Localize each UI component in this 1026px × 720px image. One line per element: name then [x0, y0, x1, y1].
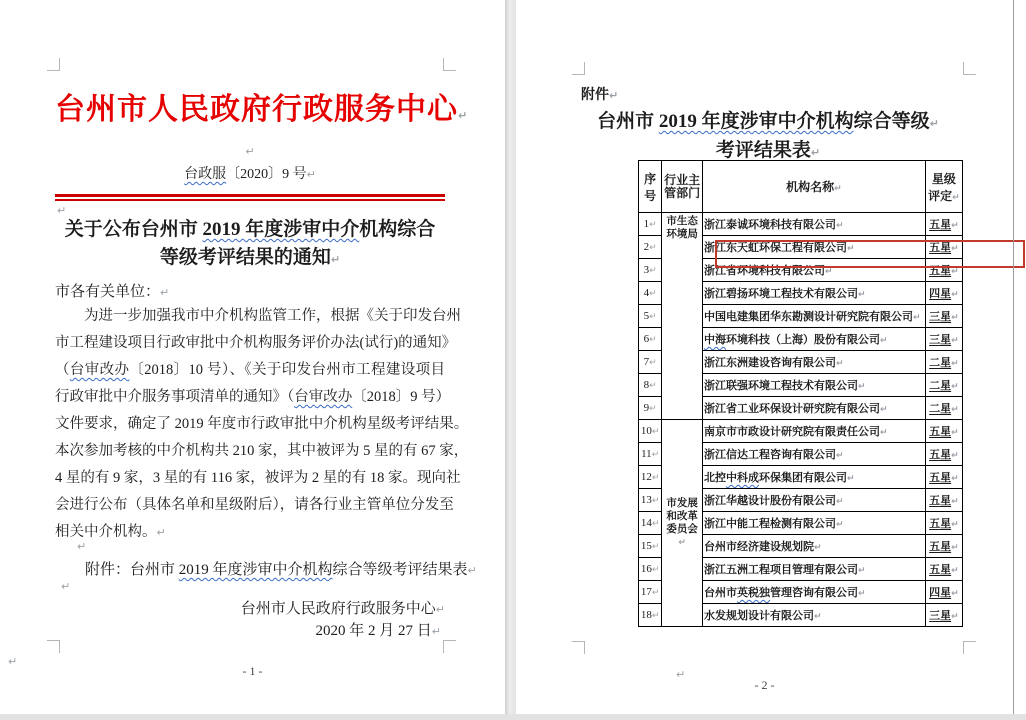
- body-line: 市工程建设项目行政审批中介机构服务评价办法(试行)的通知》: [55, 335, 457, 351]
- paragraph-mark: ↵: [836, 359, 844, 369]
- red-divider-rule: [55, 194, 445, 201]
- org-name: 浙江联强环境工程技术有限公司↵: [703, 374, 926, 397]
- body-line: 相关中介机构。↵: [55, 524, 166, 540]
- org-name: 中国电建集团华东勘测设计研究院有限公司↵: [703, 305, 926, 328]
- paragraph-mark: ↵: [858, 566, 866, 576]
- paragraph-mark: ↵: [951, 267, 959, 277]
- paragraph-mark: ↵: [951, 336, 959, 346]
- star-rating: 三星↵: [925, 305, 962, 328]
- body-line: 本次参加考核的中介机构共 210 家，其中被评为 5 星的有 67 家，: [55, 443, 469, 459]
- paragraph-mark: ↵: [952, 192, 960, 203]
- star-rating: 五星↵: [925, 512, 962, 535]
- issue-date: 2020 年 2 月 27 日↵: [315, 623, 441, 639]
- page-number-1: - 1 -: [242, 664, 263, 678]
- paragraph-mark: ↵: [245, 145, 255, 158]
- paragraph-mark: ↵: [880, 405, 888, 415]
- header-org: 机构名称↵: [703, 161, 926, 213]
- paragraph-mark: ↵: [810, 146, 821, 159]
- row-number: 15↵: [639, 535, 662, 558]
- org-name: 浙江中能工程检测有限公司↵: [703, 512, 926, 535]
- paragraph-mark: ↵: [651, 450, 660, 460]
- highlight-box-row2: [715, 240, 1025, 268]
- crop-mark: [963, 641, 976, 654]
- paragraph-mark: ↵: [156, 526, 166, 539]
- paragraph-mark: ↵: [649, 220, 657, 230]
- star-rating: 四星↵: [925, 282, 962, 305]
- background-strip: [0, 714, 1026, 720]
- paragraph-mark: ↵: [57, 204, 67, 217]
- paragraph-mark: ↵: [836, 451, 844, 461]
- row-number: 8↵: [639, 374, 662, 397]
- window-edge-line: [1013, 0, 1014, 720]
- notice-title-line2: 等级考评结果的通知↵: [159, 247, 341, 268]
- header-rating: 星级评定↵: [925, 161, 962, 213]
- paragraph-mark: ↵: [951, 589, 959, 599]
- attachment-reference: 附件：台州市 2019 年度涉审中介机构综合等级考评结果表↵: [85, 562, 477, 578]
- paragraph-mark: ↵: [77, 540, 87, 553]
- document-page-1: [0, 0, 505, 715]
- org-name: 浙江泰诚环境科技有限公司↵: [703, 213, 926, 236]
- star-rating: 五星↵: [925, 259, 962, 282]
- table-row: [639, 213, 963, 236]
- table-row: [639, 420, 963, 443]
- crop-mark: [963, 62, 976, 75]
- org-name: 南京市市政设计研究院有限责任公司↵: [703, 420, 926, 443]
- star-rating: 五星↵: [925, 558, 962, 581]
- paragraph-mark: ↵: [651, 427, 660, 437]
- org-name: 台州市经济建设规划院↵: [703, 535, 926, 558]
- notice-title: [55, 216, 445, 274]
- crop-mark: [47, 640, 60, 653]
- star-rating: 三星↵: [925, 604, 962, 627]
- paragraph-mark: ↵: [951, 313, 959, 323]
- paragraph-mark: ↵: [649, 404, 657, 414]
- paragraph-mark: ↵: [649, 335, 657, 345]
- row-number: 18↵: [639, 604, 662, 627]
- body-line: 行政审批中介服务事项清单的通知》（台审改办〔2018〕9 号）: [55, 389, 451, 405]
- star-rating: 四星↵: [925, 581, 962, 604]
- page-number-2: - 2 -: [754, 678, 775, 692]
- salutation: 市各有关单位：↵: [55, 284, 170, 300]
- paragraph-mark: ↵: [609, 89, 619, 102]
- paragraph-mark: ↵: [649, 381, 657, 391]
- document-number: 台政服〔2020〕9 号↵: [184, 167, 316, 182]
- paragraph-mark: ↵: [929, 117, 939, 130]
- paragraph-mark: ↵: [951, 566, 959, 576]
- row-number: 10↵: [639, 420, 662, 443]
- paragraph-mark: ↵: [913, 313, 921, 323]
- org-name: 浙江五洲工程项目管理有限公司↵: [703, 558, 926, 581]
- paragraph-mark: ↵: [858, 589, 866, 599]
- paragraph-mark: ↵: [649, 266, 657, 276]
- notice-title-line1: 关于公布台州市 2019 年度涉审中介机构综合: [64, 219, 436, 240]
- paragraph-mark: ↵: [825, 267, 833, 277]
- paragraph-mark: ↵: [651, 588, 660, 598]
- paragraph-mark: ↵: [836, 221, 844, 231]
- paragraph-mark: ↵: [458, 109, 469, 122]
- paragraph-mark: ↵: [814, 612, 822, 622]
- org-name: 水发规划设计有限公司↵: [703, 604, 926, 627]
- star-rating: 五星↵: [925, 489, 962, 512]
- paragraph-mark: ↵: [951, 451, 959, 461]
- org-name: 浙江碧扬环境工程技术有限公司↵: [703, 282, 926, 305]
- table-title-line1: 台州市 2019 年度涉审中介机构综合等级↵: [597, 111, 939, 132]
- paragraph-mark: ↵: [651, 496, 660, 506]
- row-number: 12↵: [639, 466, 662, 489]
- table-title-line2: 考评结果表↵: [715, 140, 821, 161]
- body-line: 4 星的有 9 家，3 星的有 116 家，被评为 2 星的有 18 家。现向社: [55, 470, 461, 486]
- row-number: 17↵: [639, 581, 662, 604]
- star-rating: 五星↵: [925, 420, 962, 443]
- row-number: 11↵: [639, 443, 662, 466]
- row-number: 7↵: [639, 351, 662, 374]
- table-title: [573, 108, 963, 166]
- crop-mark: [572, 62, 585, 75]
- row-number: 2↵: [639, 236, 662, 259]
- paragraph-mark: ↵: [951, 244, 959, 254]
- row-number: 4↵: [639, 282, 662, 305]
- org-name: 台州市英税独管理咨询有限公司↵: [703, 581, 926, 604]
- org-name: 浙江省环境科技有限公司↵: [703, 259, 926, 282]
- paragraph-mark: ↵: [847, 474, 855, 484]
- row-number: 13↵: [639, 489, 662, 512]
- paragraph-mark: ↵: [847, 244, 855, 254]
- crop-mark: [443, 58, 456, 71]
- paragraph-mark: ↵: [880, 336, 888, 346]
- header-no: 序号: [639, 161, 662, 213]
- org-name: 浙江华越设计股份有限公司↵: [703, 489, 926, 512]
- paragraph-mark: ↵: [649, 243, 657, 253]
- page-gap-divider: [505, 0, 516, 715]
- document-page-2: [516, 0, 1013, 715]
- paragraph-mark: ↵: [814, 543, 822, 553]
- department-cell: 市发展和改革 委员会↵: [662, 420, 703, 627]
- rating-table: [638, 160, 963, 627]
- crop-mark: [443, 640, 456, 653]
- row-number: 1↵: [639, 213, 662, 236]
- star-rating: 五星↵: [925, 213, 962, 236]
- issuing-authority: 台州市人民政府行政服务中心↵: [240, 601, 445, 617]
- star-rating: 五星↵: [925, 466, 962, 489]
- star-rating: 二星↵: [925, 374, 962, 397]
- paragraph-mark: ↵: [435, 603, 445, 616]
- attachment-label: 附件↵: [581, 88, 619, 103]
- empty-paragraph: [55, 142, 445, 160]
- org-name: 浙江东洲建设咨询有限公司↵: [703, 351, 926, 374]
- row-number: 3↵: [639, 259, 662, 282]
- paragraph-mark: ↵: [651, 611, 660, 621]
- paragraph-mark: ↵: [951, 428, 959, 438]
- paragraph-mark: ↵: [836, 520, 844, 530]
- body-line: 文件要求，确定了 2019 年度市行政审批中介机构星级考评结果。: [55, 416, 469, 432]
- paragraph-mark: ↵: [951, 290, 959, 300]
- paragraph-mark: ↵: [8, 655, 18, 668]
- paragraph-mark: ↵: [858, 290, 866, 300]
- paragraph-mark: ↵: [951, 474, 959, 484]
- paragraph-mark: ↵: [651, 473, 660, 483]
- paragraph-mark: ↵: [836, 497, 844, 507]
- paragraph-mark: ↵: [951, 221, 959, 231]
- row-number: 5↵: [639, 305, 662, 328]
- paragraph-mark: ↵: [951, 405, 959, 415]
- table-header-row: [639, 161, 963, 213]
- paragraph-mark: ↵: [61, 580, 71, 593]
- paragraph-mark: ↵: [467, 564, 477, 577]
- paragraph-mark: ↵: [306, 168, 316, 181]
- paragraph-mark: ↵: [160, 286, 170, 299]
- org-name: 中海环境科技（上海）股份有限公司↵: [703, 328, 926, 351]
- paragraph-mark: ↵: [649, 358, 657, 368]
- paragraph-mark: ↵: [676, 668, 686, 681]
- paragraph-mark: ↵: [330, 253, 341, 266]
- star-rating: 五星↵: [925, 535, 962, 558]
- row-number: 6↵: [639, 328, 662, 351]
- body-line: （台审改办〔2018〕10 号）、《关于印发台州市工程建设项目: [55, 362, 445, 378]
- paragraph-mark: ↵: [651, 519, 660, 529]
- paragraph-mark: ↵: [951, 497, 959, 507]
- star-rating: 三星↵: [925, 328, 962, 351]
- paragraph-mark: ↵: [651, 542, 660, 552]
- star-rating: 二星↵: [925, 351, 962, 374]
- crop-mark: [47, 58, 60, 71]
- header-dept: 行业主管部门: [662, 161, 703, 213]
- org-name: 浙江东天虹环保工程有限公司↵: [703, 236, 926, 259]
- paragraph-mark: ↵: [431, 625, 441, 638]
- department-cell: 市生态环境局: [662, 213, 703, 420]
- paragraph-mark: ↵: [649, 312, 657, 322]
- org-name: 浙江信达工程咨询有限公司↵: [703, 443, 926, 466]
- paragraph-mark: ↵: [951, 612, 959, 622]
- body-text: [55, 303, 469, 546]
- org-name: 浙江省工业环保设计研究院有限公司↵: [703, 397, 926, 420]
- paragraph-mark: ↵: [951, 382, 959, 392]
- paragraph-mark: ↵: [951, 359, 959, 369]
- row-number: 9↵: [639, 397, 662, 420]
- org-name: 北控中科成环保集团有限公司↵: [703, 466, 926, 489]
- paragraph-mark: ↵: [951, 543, 959, 553]
- paragraph-mark: ↵: [649, 289, 657, 299]
- paragraph-mark: ↵: [651, 565, 660, 575]
- paragraph-mark: ↵: [951, 520, 959, 530]
- row-number: 16↵: [639, 558, 662, 581]
- paragraph-mark: ↵: [834, 184, 842, 194]
- star-rating: 二星↵: [925, 397, 962, 420]
- paragraph-mark: ↵: [678, 537, 686, 548]
- body-line: 为进一步加强我市中介机构监管工作，根据《关于印发台州: [84, 308, 461, 324]
- row-number: 14↵: [639, 512, 662, 535]
- paragraph-mark: ↵: [858, 382, 866, 392]
- letterhead-title: 台州市人民政府行政服务中心↵: [55, 93, 469, 126]
- star-rating: 五星↵: [925, 443, 962, 466]
- star-rating: 五星↵: [925, 236, 962, 259]
- body-line: 会进行公布（具体名单和星级附后），请各行业主管单位分发至: [55, 497, 454, 513]
- crop-mark: [572, 641, 585, 654]
- paragraph-mark: ↵: [880, 428, 888, 438]
